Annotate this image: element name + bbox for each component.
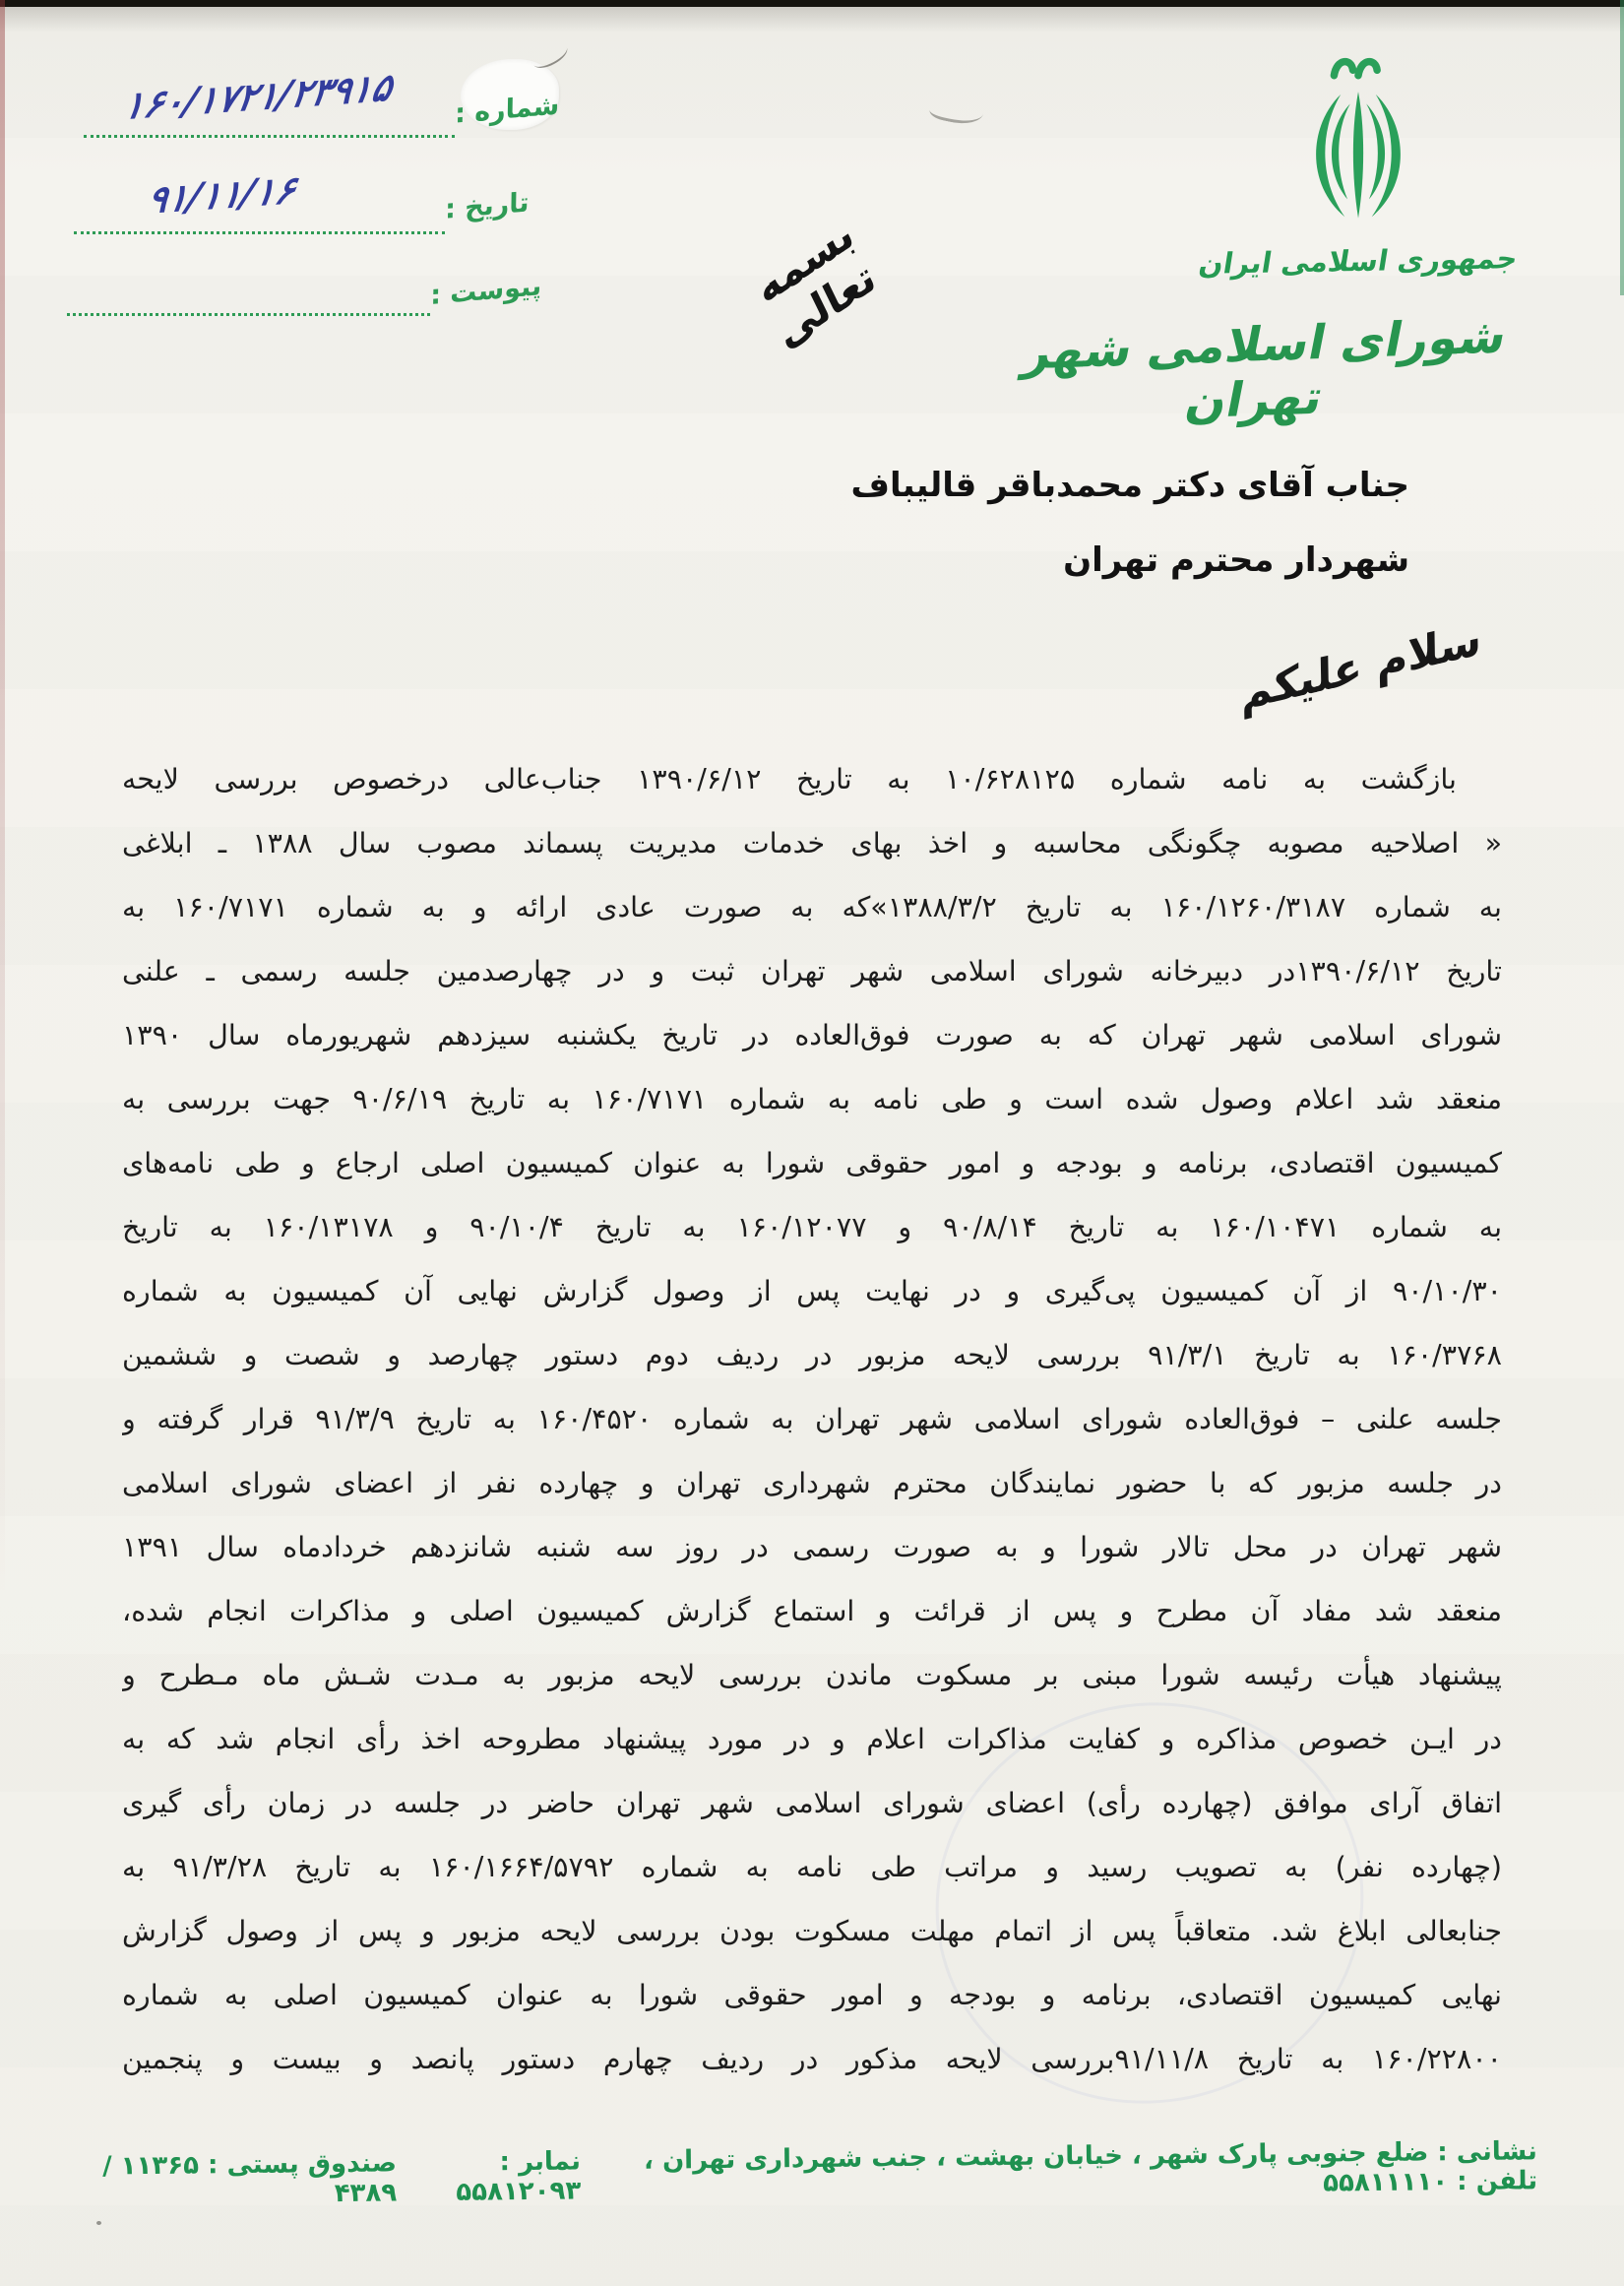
body-line: نهایی کمیسیون اقتصادی، برنامه و بودجه و امور حقوقی شورا به عنوان کمیسیون اصلی به شماره — [122, 1979, 1502, 2011]
date-field-value: ۹۱/۱۱/۱۶ — [144, 167, 299, 222]
scan-edge-left — [0, 0, 5, 1595]
attachment-field-line — [67, 313, 430, 316]
footer-contact-line — [84, 2136, 1538, 2210]
body-line: تاریخ ۱۳۹۰/۶/۱۲در دبیرخانه شورای اسلامی شهر تهران ثبت و در چهارصدمین جلسه رسمی ـ علنی — [122, 955, 1502, 987]
number-field-label: شماره : — [454, 90, 560, 130]
body-line: در ایـن خصوص مذاکره و کفایت مذاکرات اعلام و در مورد پیشنهاد مطروحه اخذ رأی انجام شد که به — [122, 1723, 1502, 1755]
footer-address: نشانی : ضلع جنوبی پارک شهر ، خیابان بهشت ، جنب شهرداری تهران ، تلفن : ۵۵۸۱۱۱۱۰ — [643, 2136, 1538, 2198]
body-line: شورای اسلامی شهر تهران که به صورت فوق‌العاده در تاریخ یکشنبه سیزدهم شهریورماه سال ۱۳۹۰ — [122, 1019, 1502, 1051]
number-field-line — [84, 135, 455, 138]
body-line: منعقد شد مفاد آن مطرح و پس از قرائت و استماع گزارش کمیسیون اصلی و مذاکرات انجام شده، — [122, 1595, 1502, 1627]
attachment-field-label: پیوست : — [429, 270, 542, 312]
body-line: ۱۶۰/۲۲۸۰۰ به تاریخ ۹۱/۱۱/۸بررسی لایحه مذکور در ردیف چهارم دستور پانصد و بیست و پنجمین — [122, 2043, 1502, 2075]
republic-of-iran-line: جمهوری اسلامی ایران — [1196, 241, 1521, 281]
date-field-label: تاریخ : — [444, 187, 530, 225]
date-field-line — [74, 231, 445, 234]
tehran-city-council-title: شورای اسلامی شهر تهران — [1019, 308, 1512, 430]
body-line: جلسه علنی – فوق‌العاده شورای اسلامی شهر تهران به شماره ۱۶۰/۴۵۲۰ به تاریخ ۹۱/۳/۹ قرار گرفته و — [122, 1403, 1502, 1435]
attachment-field-value — [89, 253, 403, 275]
footer-pobox: صندوق پستی : ۱۱۳۶۵ / ۴۳۸۹ — [101, 2148, 398, 2209]
body-line: کمیسیون اقتصادی، برنامه و بودجه و امور حقوقی شورا به عنوان کمیسیون اصلی ارجاع و طی نامه‌های — [122, 1147, 1502, 1179]
body-line: منعقد شد اعلام وصول شده است و طی نامه به شماره ۱۶۰/۷۱۷۱ به تاریخ ۹۰/۶/۱۹ جهت بررسی به — [122, 1083, 1502, 1115]
scan-edge-top — [0, 0, 1624, 7]
salutation-calligraphy: سلام علیکم — [1240, 613, 1482, 721]
body-line: شهر تهران در محل تالار شورا و به صورت رسمی در روز سه شنبه شانزدهم خردادماه سال ۱۳۹۱ — [122, 1531, 1502, 1563]
body-line: بازگشت به نامه شماره ۱۰/۶۲۸۱۲۵ به تاریخ ۱۳۹۰/۶/۱۲ جناب‌عالی درخصوص بررسی لایحه — [122, 763, 1457, 795]
body-line: جنابعالی ابلاغ شد. متعاقباً پس از اتمام مهلت مسکوت بودن بررسی لایحه مزبور و پس از وصول گزارش — [122, 1915, 1502, 1947]
iran-national-emblem-icon — [1265, 47, 1452, 249]
footer-fax: نمابر : ۵۵۸۱۲۰۹۳ — [456, 2146, 582, 2207]
recipient-title: شهردار محترم تهران — [1063, 540, 1409, 580]
scan-edge-right — [1620, 0, 1624, 295]
number-field-value: ۱۶۰/۱۷۲۱/۲۳۹۱۵ — [120, 65, 396, 128]
body-line: اتفاق آرای موافق (چهارده رأی) اعضای شورای اسلامی شهر تهران حاضر در جلسه در زمان رأی گیری — [122, 1787, 1502, 1819]
scan-shadow-top — [0, 7, 1624, 32]
letter-body — [122, 751, 1502, 2095]
body-line: پیشنهاد هیأت رئیسه شورا مبنی بر مسکوت ماندن بررسی لایحه مزبور به مـدت شـش ماه مـطرح و — [122, 1659, 1502, 1691]
body-line: به شماره ۱۶۰/۱۲۶۰/۳۱۸۷ به تاریخ ۱۳۸۸/۳/۲»که به صورت عادی ارائه و به شماره ۱۶۰/۷۱۷۱ به — [122, 891, 1502, 923]
body-line: ۱۶۰/۳۷۶۸ به تاریخ ۹۱/۳/۱ بررسی لایحه مزبور در ردیف دوم دستور چهارصد و شصت و ششمین — [122, 1339, 1502, 1371]
paper-speck — [96, 2221, 101, 2225]
recipient-name: جناب آقای دکتر محمدباقر قالیباف — [850, 466, 1409, 505]
body-line: در جلسه مزبور که با حضور نمایندگان محترم شهرداری تهران و چهارده نفر از اعضای شورای اسلامی — [122, 1467, 1502, 1499]
body-line: به شماره ۱۶۰/۱۰۴۷۱ به تاریخ ۹۰/۸/۱۴ و ۱۶۰/۱۲۰۷۷ به تاریخ ۹۰/۱۰/۴ و ۱۶۰/۱۳۱۷۸ به تاریخ — [122, 1211, 1502, 1243]
stray-pen-mark — [928, 94, 985, 129]
body-line: (چهارده نفر) به تصویب رسید و مراتب طی نامه به شماره ۱۶۰/۱۶۶۴/۵۷۹۲ به تاریخ ۹۱/۳/۲۸ به — [122, 1851, 1502, 1883]
body-line: ۹۰/۱۰/۳۰ از آن کمیسیون پی‌گیری و در نهایت پس از وصول گزارش نهایی آن کمیسیون به شماره — [122, 1275, 1502, 1307]
bismillah-calligraphy: بسمه تعالی — [747, 208, 883, 358]
recipient-block — [850, 448, 1409, 598]
body-line: « اصلاحیه مصوبه چگونگی محاسبه و اخذ بهای خدمات مدیریت پسماند مصوب سال ۱۳۸۸ ـ ابلاغی — [122, 827, 1502, 859]
